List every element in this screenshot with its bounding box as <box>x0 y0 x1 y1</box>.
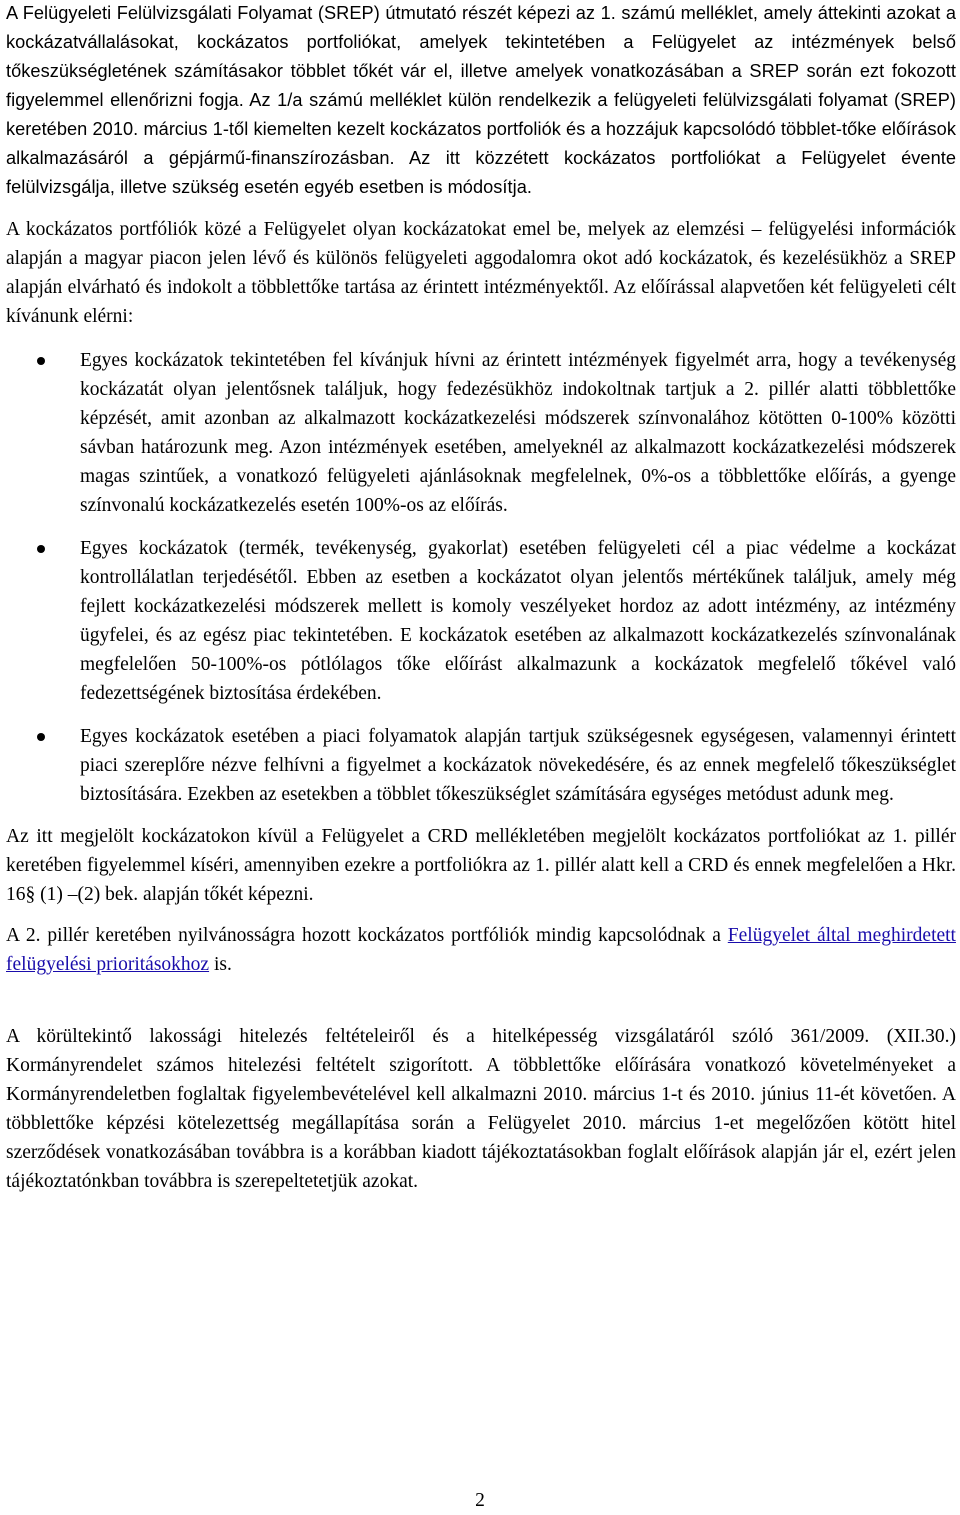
list-item <box>6 534 956 708</box>
priorities-text-after: is. <box>209 954 232 975</box>
priorities-link[interactable]: Felügyelet által meghirdetett felügyelési prioritásokhoz <box>6 925 956 975</box>
bullet-icon <box>37 733 45 741</box>
bullet-icon <box>37 357 45 365</box>
list-item-text: Egyes kockázatok esetében a piaci folyamatok alapján tartjuk szükségesnek egységesen, valamennyi érintett piaci szereplőre nézve felhívni a figyelmet a kockázatok növekedésére, és az ennek megfelelő tőkeszükséglet biztosítására. Ezekben az esetekben a többlet tőkeszükséglet számítására egységes metódust adunk meg. <box>80 726 956 805</box>
intro-paragraph: A Felügyeleti Felülvizsgálati Folyamat (SREP) útmutató részét képezi az 1. számú melléklet, amely áttekinti azokat a kockázatvállalásokat, kockázatos portfoliókat, amelyek tekintetében a Felügyelet az intézmények belső tőkeszükségletének számításakor többlet tőkét vár el, illetve amelyek vonatkozásában a SREP során ezt fokozott figyelemmel ellenőrizni fogja. Az 1/a számú melléklet külön rendelkezik a felügyeleti felülvizsgálati folyamat (SREP) keretében 2010. március 1-től kiemelten kezelt kockázatos portfoliók és a hozzájuk kapcsolódó többlet-tőke előírások alkalmazásáról a gépjármű-finanszírozásban. Az itt közzétett kockázatos portfoliókat a Felügyelet évente felülvizsgálja, illetve szükség esetén egyéb esetben is módosítja. <box>6 3 956 197</box>
list-item-text: Egyes kockázatok tekintetében fel kívánjuk hívni az érintett intézmények figyelmét arra, hogy a tevékenység kockázatát olyan jelentősnek találjuk, hogy fedezésükhöz indokoltnak tartjuk a 2. pillér alatti többlettőke képzését, amit azonban az alkalmazott kockázatkezelési módszerek színvonalához kötötten 0-100% közötti sávban határozunk meg. Azon intézmények esetében, amelyeknél az alkalmazott kockázatkezelési módszerek magas szintűek, a vonatkozó felügyeleti ajánlásoknak megfelelnek, 0%-os a többlettőke előírás, a gyenge színvonalú kockázatkezelés esetén 100%-os az előírás. <box>80 350 956 516</box>
list-item <box>6 346 956 520</box>
list-item-text: Egyes kockázatok (termék, tevékenység, gyakorlat) esetében felügyeleti cél a piac védelme a kockázat kontrollálatlan terjedésétől. Ebben az esetben a kockázatot olyan jelentős mértékűnek találjuk, amely még fejlett kockázatkezelési módszerek mellett is komoly veszélyeket hordoz az adott intézmény, az intézmény ügyfelei, és az egész piac tekintetében. E kockázatok esetében az alkalmazott kockázatkezelés színvonalának megfelelően 50-100%-os pótlólagos tőke előírást alkalmazunk a kockázatok megfelelő tőkével való fedezettségének biztosítása érdekében. <box>80 538 956 704</box>
page-number: 2 <box>475 1490 485 1511</box>
risk-portfolio-paragraph: A kockázatos portfóliók közé a Felügyelet olyan kockázatokat emel be, melyek az elemzési – felügyelési információk alapján a magyar piacon jelen lévő és különös felügyeleti aggodalomra okot adó kockázatok, és kezelésükhöz a SREP alapján elvárható és indokolt a többlettőke tartása az érintett intézményektől. Az előírással alapvetően két felügyeleti célt kívánunk elérni: <box>6 219 956 327</box>
goals-list <box>6 346 956 809</box>
regulation-paragraph: A körültekintő lakossági hitelezés feltételeiről és a hitelképesség vizsgálatáról szóló 361/2009. (XII.30.) Kormányrendelet számos hitelezési feltételt szigorított. A többlettőke előírására vonatkozó követelményeket a Kormányrendeletben foglaltak figyelembevételével kell alkalmazni 2010. március 1-t és 2010. június 11-ét követően. A többlettőke képzési kötelezettség megállapítása során a Felügyelet 2010. március 1-et megelőzően kötött hitel szerződések vonatkozásában továbbra is a korábban kiadott tájékoztatásokban foglalt előírások alapján jár el, ezért jelen tájékoztatónkban továbbra is szerepeltetetjük azokat. <box>6 1026 956 1192</box>
crd-paragraph: Az itt megjelölt kockázatokon kívül a Felügyelet a CRD mellékletében megjelölt kockázatos portfoliókat az 1. pillér keretében figyelemmel kíséri, amennyiben ezekre a portfoliókra az 1. pillér alatt kell a CRD és ennek megfelelően a Hkr. 16§ (1) –(2) bek. alapján tőkét képezni. <box>6 826 956 905</box>
priorities-text-before: A 2. pillér keretében nyilvánosságra hozott kockázatos portfóliók mindig kapcsolódnak a <box>6 925 728 946</box>
list-item <box>6 722 956 809</box>
bullet-icon <box>37 545 45 553</box>
document-page <box>6 0 956 1196</box>
priorities-paragraph <box>6 921 956 979</box>
